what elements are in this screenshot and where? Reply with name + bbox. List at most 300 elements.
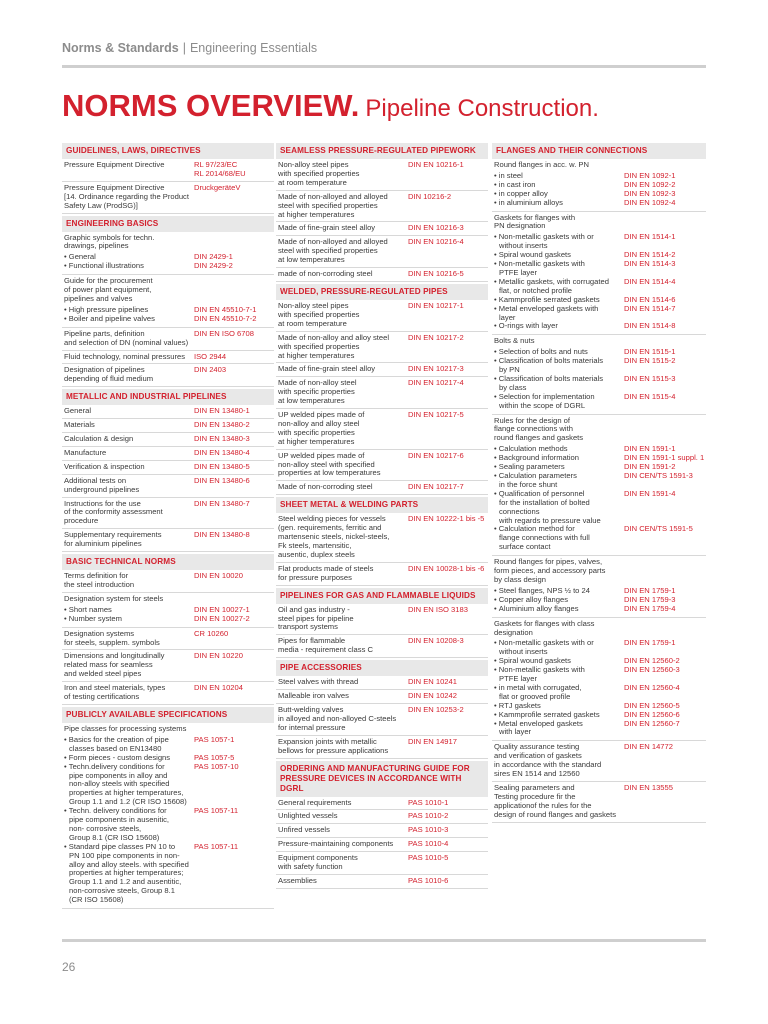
norm-item	[494, 305, 706, 323]
norm-item	[494, 490, 706, 526]
norm-code: DIN EN 10216-5	[408, 269, 464, 279]
norm-code: DIN EN 10242	[408, 691, 457, 701]
norm-code: DIN EN 1515-4	[624, 391, 676, 401]
group-intro: Designation system for steels	[64, 593, 164, 603]
norm-row	[62, 419, 274, 433]
section-welded-pipes	[276, 284, 488, 495]
section-heading: METALLIC AND INDUSTRIAL PIPELINES	[62, 389, 274, 405]
norm-label: Made of non-alloy steel with specific properties at low temperatures	[278, 378, 357, 406]
norm-label: • Qualification of personnel for the installation of bolted connections with regards to pressure value	[499, 490, 624, 526]
norm-label: • Calculation methods	[499, 445, 624, 454]
norm-row	[276, 824, 488, 838]
norm-label: Supplementary requirements for aluminium pipelines	[64, 530, 162, 549]
footer-rule	[62, 939, 706, 942]
norm-code: DIN EN 13480-2	[194, 420, 250, 430]
norm-label: • Techn.delivery conditions for pipe components in alloy and non-alloy steels with specified properties at higher temperatures, Group 1.1 and 1.2 (CR ISO 15608)	[69, 763, 194, 808]
norm-row	[276, 676, 488, 690]
norm-label: Materials	[64, 420, 95, 430]
norm-item	[494, 639, 706, 657]
norm-code: DIN EN 10208-3	[408, 636, 464, 646]
norm-code: DIN EN 45510-7-1	[194, 304, 257, 314]
group-intro: Round flanges for pipes, valves, form pieces, and accessory parts by class design	[494, 557, 606, 584]
norm-item	[494, 260, 706, 278]
norm-label: Made of fine-grain steel alloy	[278, 223, 376, 233]
norm-row	[276, 236, 488, 268]
norm-label: Instructions for the use of the conformity assessment procedure	[64, 498, 163, 526]
norm-label: • in copper alloy	[499, 190, 624, 199]
norm-row	[62, 364, 274, 387]
norm-code: DIN EN 14772	[624, 742, 673, 752]
norm-code: DIN CEN/TS 1591-3	[624, 471, 693, 480]
norm-code: DIN EN 10204	[194, 683, 243, 693]
norm-label: • Calculation parameters in the force shunt	[499, 472, 624, 490]
norm-label: • RTJ gaskets	[499, 702, 624, 711]
norm-label: • Non-metallic gaskets with PTFE layer	[499, 260, 624, 278]
norm-code: PAS 1010-5	[408, 853, 449, 863]
norm-code: DIN EN 13480-1	[194, 406, 250, 416]
norm-label: • Boiler and pipeline valves	[69, 315, 194, 324]
title-sub: Pipeline Construction.	[365, 95, 599, 122]
column-left	[62, 143, 274, 911]
norm-row	[62, 475, 274, 498]
norm-code: DIN EN 1759-4	[624, 603, 676, 613]
norm-row	[276, 513, 488, 563]
norm-group	[492, 618, 706, 742]
norm-code: PAS 1010-4	[408, 839, 449, 849]
norm-label: • Number system	[69, 615, 194, 624]
norm-code: DIN EN 1759-3	[624, 594, 676, 604]
norm-code: DIN EN 1092-1	[624, 170, 676, 180]
norm-row	[276, 563, 488, 586]
norm-row	[62, 650, 274, 682]
norm-row	[276, 377, 488, 409]
column-middle	[276, 143, 488, 891]
norm-label: Dimensions and longitudinally related mass for seamless and welded steel pipes	[64, 651, 165, 679]
norm-label: • Selection of bolts and nuts	[499, 348, 624, 357]
norm-label: • O-rings with layer	[499, 322, 624, 331]
norm-code: DIN EN 10217-6	[408, 450, 464, 460]
norm-code: DIN EN 1514-6	[624, 294, 676, 304]
norm-code: DIN EN 12560-5	[624, 700, 680, 710]
section-pipe-accessories	[276, 660, 488, 758]
header-subtitle: Engineering Essentials	[189, 41, 318, 55]
norm-item	[494, 199, 706, 208]
norm-row	[276, 300, 488, 332]
norm-group	[62, 232, 274, 276]
norm-label: Additional tests on underground pipelines	[64, 475, 140, 494]
norm-row	[276, 481, 488, 495]
norm-label: • Sealing parameters	[499, 463, 624, 472]
section-heading: FLANGES AND THEIR CONNECTIONS	[492, 143, 706, 159]
section-gas-pipelines	[276, 588, 488, 659]
section-seamless-pipework	[276, 143, 488, 282]
norm-label: • in metal with corrugated, flat or grooved profile	[499, 684, 624, 702]
norm-code: DIN EN 12560-2	[624, 656, 680, 666]
norm-label: Pipeline parts, definition and selection of DN (nominal values)	[64, 328, 189, 347]
norm-row	[276, 635, 488, 658]
norm-label: • High pressure pipelines	[69, 306, 194, 315]
norm-code: DIN EN 13480-8	[194, 530, 250, 540]
norm-label: • Classification of bolts materials by PN	[499, 357, 624, 375]
norm-code: DIN EN 45510-7-2	[194, 313, 257, 323]
norm-code: DIN EN 1591-2	[624, 462, 676, 472]
page-number: 26	[62, 960, 76, 974]
norm-row	[62, 529, 274, 552]
norm-item	[64, 262, 274, 271]
norm-label: Made of non-alloyed and alloyed steel with specified properties at higher temperatures	[278, 191, 388, 219]
norm-label: Manufacture	[64, 447, 107, 457]
norm-row	[276, 810, 488, 824]
norm-code: DIN EN 10217-7	[408, 482, 464, 492]
section-heading: GUIDELINES, LAWS, DIRECTIVES	[62, 143, 274, 159]
norm-code: DIN EN 13480-3	[194, 434, 250, 444]
norm-code: DIN EN 12560-3	[624, 665, 680, 675]
norm-group	[62, 275, 274, 328]
norm-code: DIN EN 10216-1	[408, 160, 464, 169]
norm-label: Sealing parameters and Testing procedure fir the applicationof the rules for the design of round flanges and gaskets	[494, 783, 617, 819]
norm-label: Pressure Equipment Directive [14. Ordinance regarding the Product Safety Law (ProdSG)]	[64, 182, 189, 210]
norm-row	[276, 604, 488, 636]
norm-label: Malleable iron valves	[278, 691, 349, 701]
norm-row	[276, 736, 488, 759]
norm-code: PAS 1057-10	[194, 761, 239, 771]
norm-label: Designation systems for steels, supplem. symbols	[64, 628, 160, 647]
header-section: Norms & Standards	[62, 41, 179, 55]
norm-code: DIN 2429-1	[194, 252, 233, 262]
norm-label: • Kammprofile serrated gaskets	[499, 296, 624, 305]
norm-label: Expansion joints with metallic bellows for pressure applications	[278, 736, 389, 755]
norm-row	[62, 351, 274, 365]
group-intro: Gaskets for flanges with class designation	[494, 618, 595, 637]
norm-label: • Aluminium alloy flanges	[499, 605, 624, 614]
norm-code: DIN EN 10216-3	[408, 223, 464, 233]
norm-item	[494, 605, 706, 614]
norm-row	[62, 570, 274, 593]
norm-label: Iron and steel materials, types of testing certifications	[64, 683, 166, 702]
norm-code: DIN EN 1514-7	[624, 303, 676, 313]
title-main: NORMS OVERVIEW.	[62, 88, 360, 123]
norm-label: Oil and gas industry - steel pipes for pipeline transport systems	[278, 604, 354, 632]
column-right	[492, 143, 706, 825]
norm-code: PAS 1057-1	[194, 734, 235, 744]
norm-code: DIN EN 13480-7	[194, 498, 250, 508]
norm-item	[494, 666, 706, 684]
norm-item	[494, 472, 706, 490]
norm-row	[62, 461, 274, 475]
norm-row	[62, 498, 274, 530]
norm-code: DIN EN 1515-2	[624, 356, 676, 366]
section-heading: PUBLICLY AVAILABLE SPECIFICATIONS	[62, 707, 274, 723]
norm-label: Assemblies	[278, 875, 317, 885]
group-intro: Round flanges in acc. w. PN	[494, 160, 589, 169]
section-heading: SEAMLESS PRESSURE-REGULATED PIPEWORK	[276, 143, 488, 159]
norm-code: DIN EN 10216-4	[408, 237, 464, 247]
norm-label: Verification & inspection	[64, 461, 145, 471]
norm-row	[62, 159, 274, 182]
norm-label: UP welded pipes made of non-alloy and alloy steel with specific properties at higher temperatures	[278, 410, 365, 446]
norm-label: • Calculation method for flange connections with full surface contact	[499, 525, 624, 552]
norm-label: Flat products made of steels for pressure purposes	[278, 563, 374, 582]
norm-label: Calculation & design	[64, 434, 134, 444]
section-sheet-metal	[276, 497, 488, 585]
norm-label: Butt-welding valves in alloyed and non-alloyed C-steels for internal pressure	[278, 704, 397, 732]
norm-row	[276, 191, 488, 223]
norm-row	[276, 159, 488, 191]
norm-label: Non-alloy steel pipes with specified properties at room temperature	[278, 160, 360, 187]
norm-label: • in cast iron	[499, 181, 624, 190]
group-intro: Graphic symbols for techn. drawings, pipelines	[64, 232, 155, 251]
norm-code: DIN EN 13480-6	[194, 475, 250, 485]
norm-label: made of non-corroding steel	[278, 269, 373, 279]
norm-label: • Non-metallic gaskets with or without inserts	[499, 639, 624, 657]
norm-code: DIN EN 10217-1	[408, 300, 464, 310]
norm-label: • Spiral wound gaskets	[499, 251, 624, 260]
norm-label: Made of fine-grain steel alloy	[278, 364, 376, 374]
norm-code: DIN 2429-2	[194, 261, 233, 271]
norm-label: Pressure-maintaining components	[278, 839, 394, 849]
norm-item	[494, 720, 706, 738]
norm-label: • Spiral wound gaskets	[499, 657, 624, 666]
norm-code: DIN EN 1514-2	[624, 250, 676, 260]
norm-code: DIN EN 1514-4	[624, 276, 676, 286]
section-public-specifications	[62, 707, 274, 909]
norm-row	[276, 690, 488, 704]
norm-label: Non-alloy steel pipes with specified properties at room temperature	[278, 300, 360, 328]
norm-code: DIN EN 10020	[194, 571, 243, 581]
norm-row	[276, 268, 488, 282]
norm-code: DIN EN 12560-7	[624, 718, 680, 728]
norm-code: DIN EN 1514-8	[624, 321, 676, 331]
norm-item	[494, 357, 706, 375]
norm-label: • Steel flanges, NPS ½ to 24	[499, 587, 624, 596]
norm-code: DIN EN 10217-3	[408, 364, 464, 374]
norm-code: DIN EN 1591-1	[624, 444, 676, 454]
norm-code: DIN EN 10253-2	[408, 704, 464, 714]
norm-code: DIN EN 10217-2	[408, 332, 464, 342]
norm-row	[62, 628, 274, 651]
section-engineering-basics	[62, 216, 274, 388]
norm-item	[64, 736, 274, 754]
norm-code: DIN EN ISO 6708	[194, 328, 254, 338]
header-rule	[62, 65, 706, 68]
norm-item	[64, 807, 274, 843]
norm-row	[276, 409, 488, 450]
norm-code: ISO 2944	[194, 351, 227, 361]
norm-row	[276, 704, 488, 736]
norm-label: Made of non-corroding steel	[278, 482, 373, 492]
norm-code: PAS 1057-5	[194, 752, 235, 762]
norm-label: • Kammprofile serrated gaskets	[499, 711, 624, 720]
norm-code: DIN EN 10027-2	[194, 613, 250, 623]
norm-group	[62, 593, 274, 628]
norm-item	[64, 763, 274, 808]
norm-code: DIN EN ISO 3183	[408, 604, 468, 614]
norm-code: DIN EN 1515-3	[624, 373, 676, 383]
section-heading: PIPE ACCESSORIES	[276, 660, 488, 676]
norm-code: CR 10260	[194, 628, 229, 638]
norm-label: General	[64, 406, 92, 416]
norm-code: DIN EN 10217-4	[408, 378, 464, 388]
norm-code: DIN EN 13480-5	[194, 461, 250, 471]
norm-group	[492, 335, 706, 414]
norm-code: PAS 1010-6	[408, 875, 449, 885]
norm-label: UP welded pipes made of non-alloy steel with specified properties at low temperatures	[278, 450, 381, 478]
norm-label: • Metallic gaskets, with corrugated flat, or notched profile	[499, 278, 624, 296]
norm-label: • Classification of bolts materials by class	[499, 375, 624, 393]
norm-item	[494, 278, 706, 296]
norm-item	[494, 375, 706, 393]
norm-label: • Non-metallic gaskets with PTFE layer	[499, 666, 624, 684]
norm-row	[62, 405, 274, 419]
norm-label: Pipes for flammable media - requirement class C	[278, 636, 373, 655]
norm-code: PAS 1057-11	[194, 806, 239, 816]
norm-label: Made of non-alloyed and alloyed steel with specified properties at low temperatures	[278, 237, 388, 265]
norm-label: • Standard pipe classes PN 10 to PN 100 pipe components in non- alloy and alloy steels. with specified properties at higher temperatures; Group 1.1 and 1.2 and ausentitic, non-corrosive steels, Group 8.1 (CR ISO 15608)	[69, 843, 194, 905]
norm-label: Unlighted vessels	[278, 811, 338, 821]
header-separator: |	[182, 41, 186, 55]
norm-item	[494, 233, 706, 251]
group-intro: Rules for the design of flange connections with round flanges and gaskets	[494, 415, 584, 443]
section-guidelines	[62, 143, 274, 214]
norm-code: DIN EN 1759-1	[624, 585, 676, 595]
norm-item	[494, 525, 706, 552]
norm-row	[276, 363, 488, 377]
norm-group	[492, 556, 706, 617]
norm-code: DIN EN 1092-2	[624, 179, 676, 189]
norm-code: PAS 1010-2	[408, 811, 449, 821]
section-heading: BASIC TECHNICAL NORMS	[62, 554, 274, 570]
page-title	[62, 88, 599, 124]
norm-code: DIN EN 1515-1	[624, 347, 676, 357]
norm-label: • in steel	[499, 172, 624, 181]
norm-code: DIN EN 12560-6	[624, 709, 680, 719]
norm-row	[62, 182, 274, 214]
norm-label: Designation of pipelines depending of fluid medium	[64, 365, 154, 384]
norm-code: DIN 2403	[194, 365, 227, 375]
norm-label: • Metal enveloped gaskets with layer	[499, 305, 624, 323]
section-flanges	[492, 143, 706, 823]
norm-label: • General	[69, 253, 194, 262]
norm-code: DIN EN 12560-4	[624, 682, 680, 692]
norm-label: Steel valves with thread	[278, 677, 359, 687]
norm-row	[276, 222, 488, 236]
section-heading: ENGINEERING BASICS	[62, 216, 274, 232]
norm-row	[62, 447, 274, 461]
norm-label: Fluid technology, nominal pressures	[64, 351, 185, 361]
norm-row	[62, 682, 274, 705]
group-intro: Gaskets for flanges with PN designation	[494, 212, 576, 231]
norm-label: • Metal enveloped gaskets with layer	[499, 720, 624, 738]
norm-row	[276, 852, 488, 875]
norm-label: • Techn. delivery conditions for pipe components in ausenitic, non- corrosive steels, Group 8.1 (CR ISO 15608)	[69, 807, 194, 843]
section-heading: PIPELINES FOR GAS AND FLAMMABLE LIQUIDS	[276, 588, 488, 604]
norm-code: DruckgeräteV	[194, 182, 241, 192]
group-intro: Bolts & nuts	[494, 336, 535, 346]
norm-label: Made of non-alloy and alloy steel with specified properties at higher temperatures	[278, 332, 390, 360]
norm-row	[492, 741, 706, 782]
norm-item	[494, 322, 706, 331]
norm-group	[492, 415, 706, 557]
norm-code: DIN EN 10217-5	[408, 410, 464, 420]
norm-row	[276, 875, 488, 889]
section-basic-technical-norms	[62, 554, 274, 705]
norm-row	[276, 838, 488, 852]
norm-code: DIN EN 10027-1	[194, 604, 250, 614]
norm-code: PAS 1010-3	[408, 825, 449, 835]
norm-label: Pressure Equipment Directive	[64, 160, 165, 169]
norm-code: PAS 1057-11	[194, 841, 239, 851]
norm-code: DIN EN 1092-3	[624, 188, 676, 198]
norm-row	[276, 332, 488, 364]
norm-label: Terms definition for the steel introduction	[64, 571, 135, 589]
norm-item	[64, 615, 274, 624]
norm-item	[494, 684, 706, 702]
norm-code: DIN EN 10028-1 bis -6	[408, 563, 485, 573]
norm-code: DIN EN 1759-1	[624, 638, 676, 648]
norm-item	[64, 315, 274, 324]
norm-code: DIN EN 1514-3	[624, 259, 676, 269]
norm-code: DIN EN 10241	[408, 677, 457, 687]
norm-label: • Short names	[69, 606, 194, 615]
norm-row	[492, 782, 706, 823]
norm-row	[62, 433, 274, 447]
norm-item	[494, 393, 706, 411]
group-intro: Pipe classes for processing systems	[64, 723, 187, 733]
norm-group	[492, 212, 706, 336]
section-dgrl-guide	[276, 761, 488, 889]
norm-code: DIN 10216-2	[408, 191, 452, 201]
norm-code: DIN EN 1591-4	[624, 488, 676, 498]
section-heading: ORDERING AND MANUFACTURING GUIDE FOR PRESSURE DEVICES IN ACCORDANCE WITH DGRL	[276, 761, 488, 797]
norm-code: DIN EN 10220	[194, 651, 243, 661]
norm-row	[276, 797, 488, 811]
norm-row	[276, 450, 488, 482]
norm-label: Equipment components with safety function	[278, 853, 358, 872]
norm-label: • Form pieces - custom designs	[69, 754, 194, 763]
norm-group	[492, 159, 706, 212]
norm-label: General requirements	[278, 797, 352, 807]
norm-code: DIN EN 10222-1 bis -5	[408, 514, 485, 524]
norm-code: DIN CEN/TS 1591-5	[624, 524, 693, 534]
norm-label: • Selection for implementation within the scope of DGRL	[499, 393, 624, 411]
norm-label: • in aluminium alloys	[499, 199, 624, 208]
norm-item	[64, 843, 274, 905]
running-header	[62, 41, 317, 55]
norm-label: • Background information	[499, 454, 624, 463]
norm-code: DIN EN 1591-1 suppl. 1	[624, 453, 705, 463]
norm-row	[62, 328, 274, 351]
norm-label: • Basics for the creation of pipe classes based on EN13480	[69, 736, 194, 754]
norm-code: PAS 1010-1	[408, 797, 449, 807]
norm-code: RL 97/23/EC RL 2014/68/EU	[194, 160, 246, 178]
norm-label: • Non-metallic gaskets with or without inserts	[499, 233, 624, 251]
section-metallic-pipelines	[62, 389, 274, 552]
norm-label: Unfired vessels	[278, 825, 330, 835]
norm-label: Quality assurance testing and verification of gaskets in accordance with the standard sires EN 1514 and 12560	[494, 742, 602, 779]
group-intro: Guide for the procurement of power plant equipment, pipelines and valves	[64, 276, 153, 303]
section-heading: SHEET METAL & WELDING PARTS	[276, 497, 488, 513]
norm-label: • Copper alloy flanges	[499, 596, 624, 605]
norm-code: DIN EN 1514-1	[624, 232, 676, 242]
norm-code: DIN EN 13555	[624, 783, 673, 792]
section-heading: WELDED, PRESSURE-REGULATED PIPES	[276, 284, 488, 300]
norm-code: DIN EN 13480-4	[194, 447, 250, 457]
norm-label: Steel welding pieces for vessels (gen. requirements, ferritic and martensenic steels, nickel-steels, Fk steels, martensitic, ausentic, duplex steels	[278, 514, 390, 559]
norm-code: DIN EN 14917	[408, 736, 457, 746]
norm-group	[62, 723, 274, 909]
norm-label: • Functional illustrations	[69, 262, 194, 271]
norm-code: DIN EN 1092-4	[624, 197, 676, 207]
